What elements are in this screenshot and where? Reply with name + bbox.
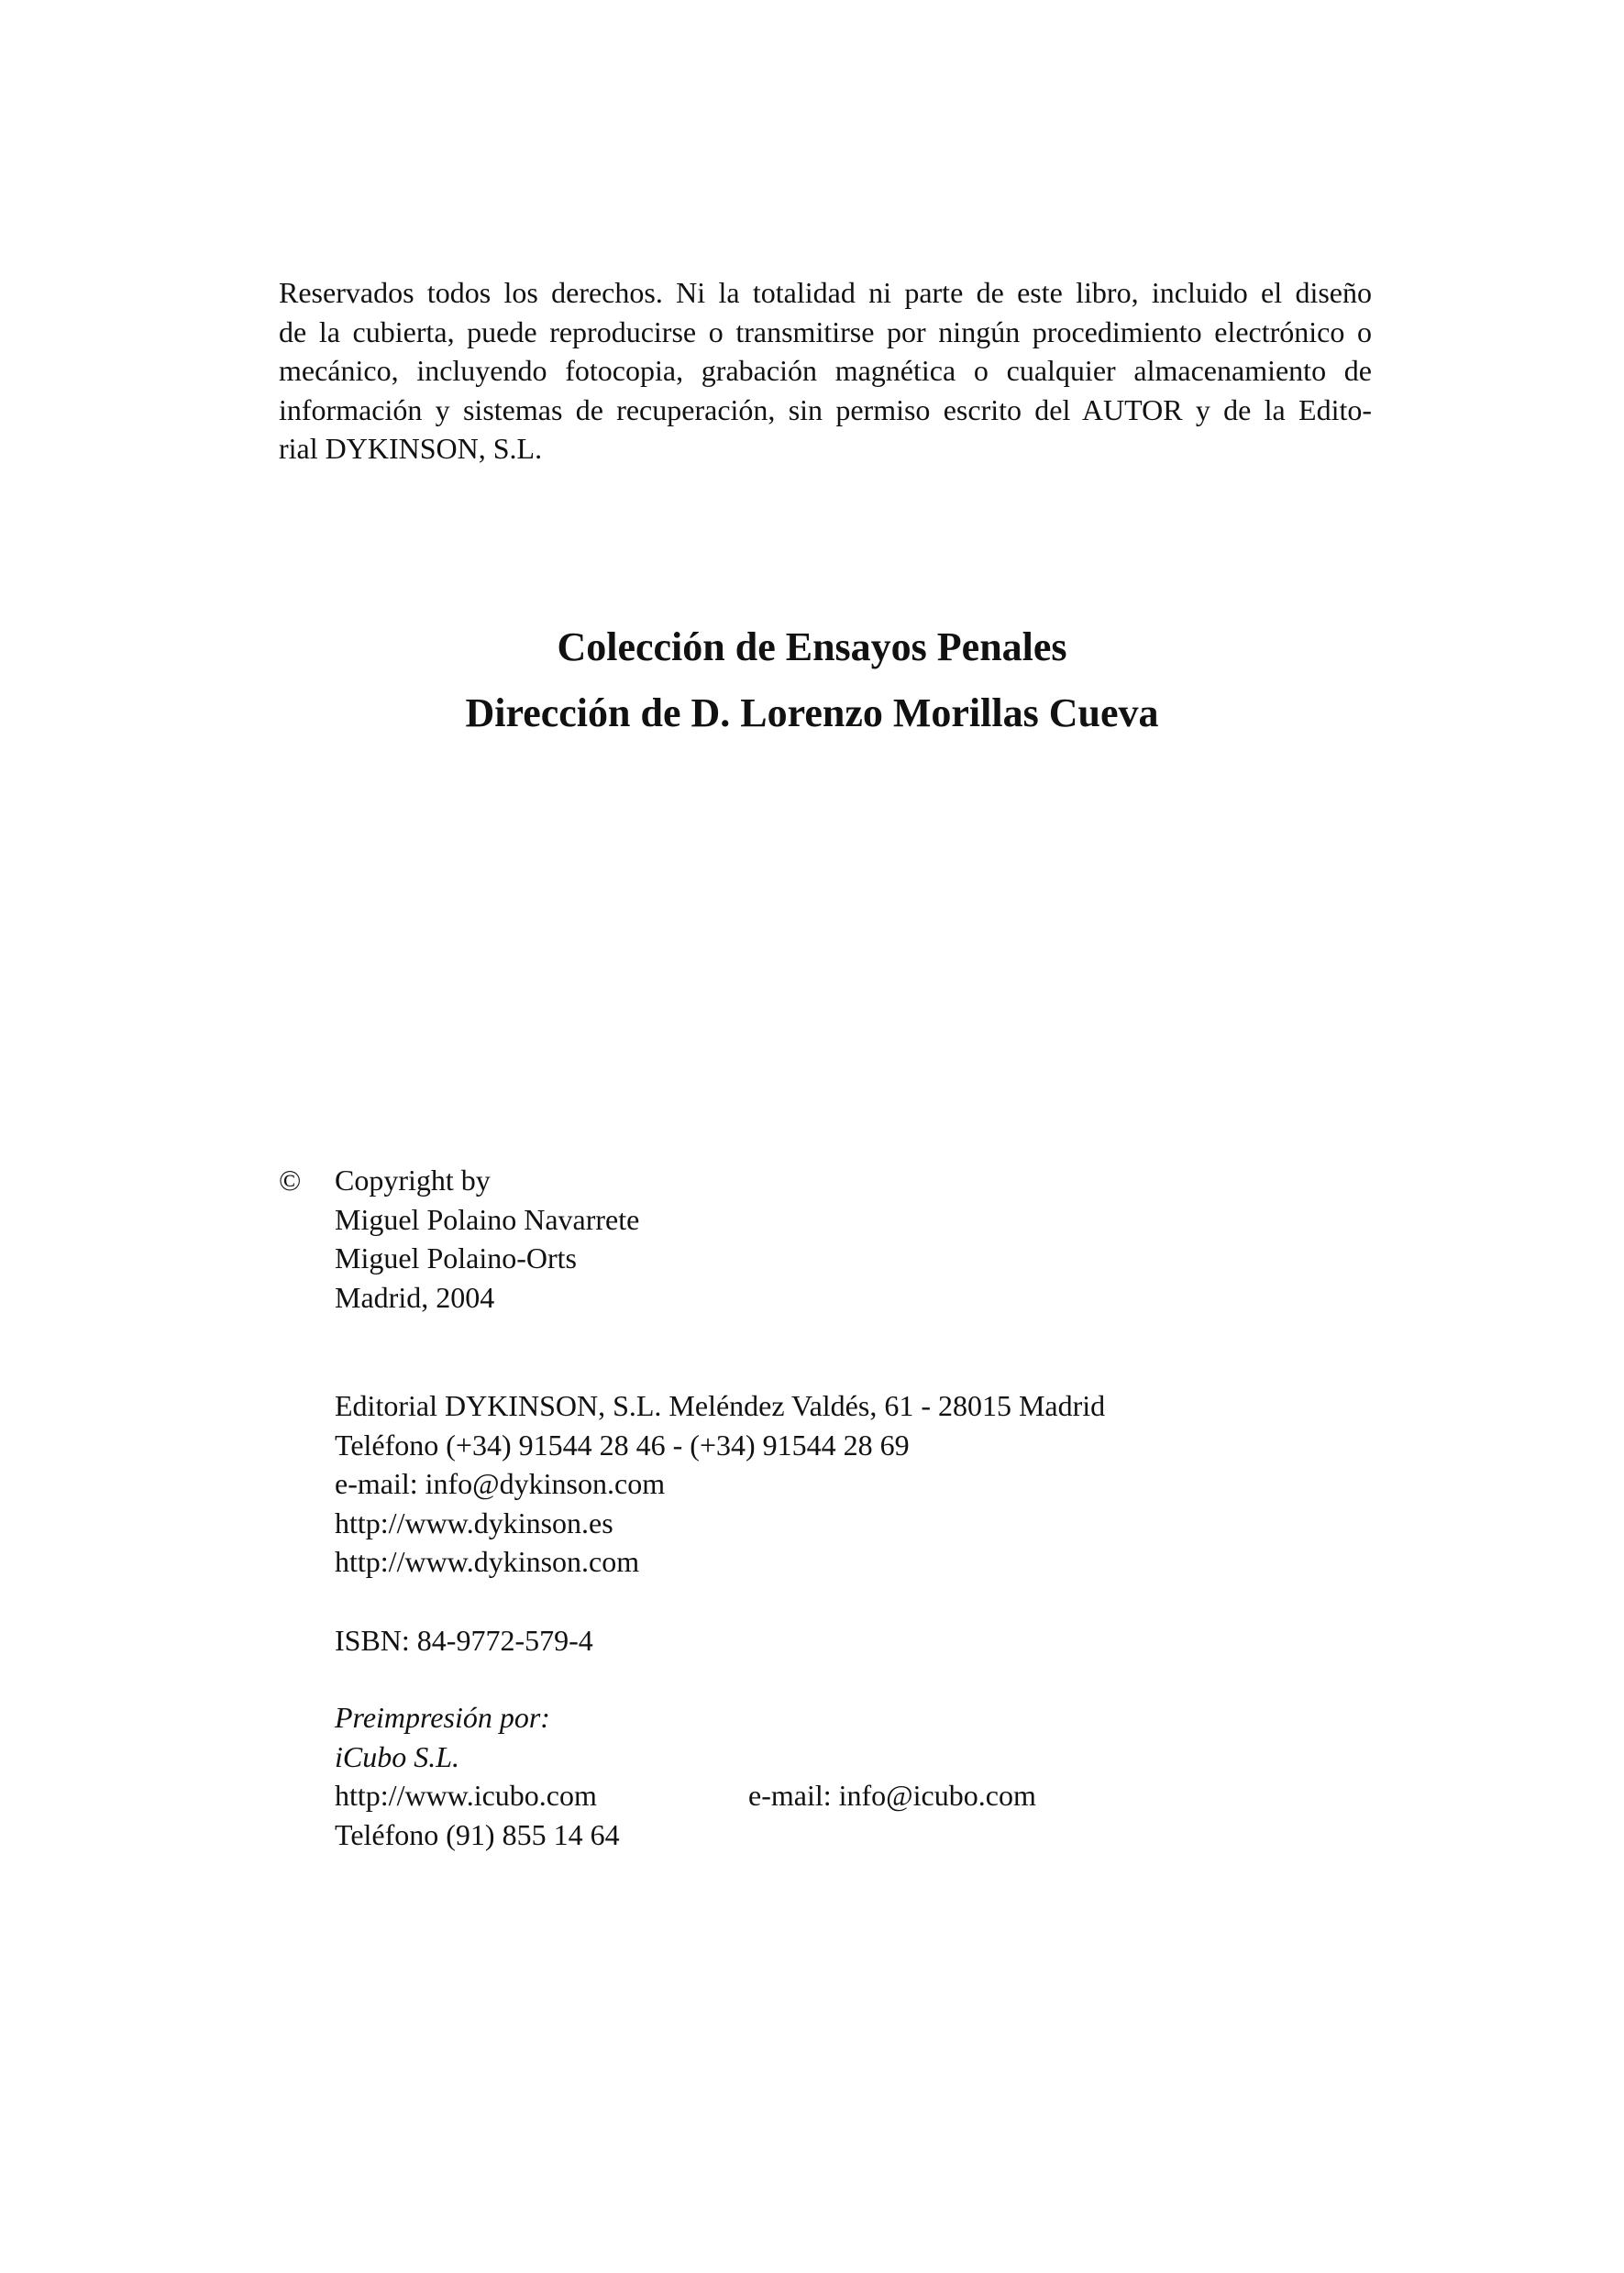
- isbn: ISBN: 84-9772-579-4: [335, 1624, 593, 1657]
- prepress-label: Preimpresión por:: [335, 1701, 550, 1734]
- prepress-company: iCubo S.L.: [335, 1739, 460, 1773]
- prepress-block: [335, 1698, 1036, 1854]
- collection-direction: Dirección de D. Lorenzo Morillas Cueva: [465, 690, 1159, 735]
- rights-line: rial DYKINSON, S.L.: [279, 432, 543, 466]
- prepress-contact-row: [335, 1776, 1036, 1815]
- prepress-phone: Teléfono (91) 855 14 64: [335, 1817, 620, 1851]
- collection-title: Colección de Ensayos Penales: [557, 624, 1067, 669]
- copyright-author: Miguel Polaino Navarrete: [335, 1202, 640, 1236]
- publisher-block: [335, 1386, 1105, 1582]
- copyright-label: Copyright by: [335, 1164, 491, 1197]
- publisher-web: http://www.dykinson.com: [335, 1545, 640, 1579]
- copyright-symbol: ©: [279, 1164, 302, 1197]
- publisher-address: Editorial DYKINSON, S.L. Meléndez Valdés, 61 - 28015 Madrid: [335, 1389, 1106, 1422]
- copyright-author: Miguel Polaino-Orts: [335, 1241, 577, 1275]
- publisher-phone: Teléfono (+34) 91544 28 46 - (+34) 91544 28 69: [335, 1428, 910, 1462]
- rights-notice: [279, 273, 1372, 469]
- publisher-email: e-mail: info@dykinson.com: [335, 1467, 666, 1501]
- rights-line: Reservados todos los derechos. Ni la totalidad ni parte de este libro, incluido el diseño: [279, 276, 1372, 309]
- copyright-block: [335, 1161, 639, 1317]
- rights-line: de la cubierta, puede reproducirse o transmitirse por ningún procedimiento electrónico o: [279, 314, 1372, 348]
- copyright-place-date: Madrid, 2004: [335, 1280, 495, 1314]
- rights-line: información y sistemas de recuperación, sin permiso escrito del AUTOR y de la Edito-: [279, 392, 1372, 426]
- rights-line: mecánico, incluyendo fotocopia, grabación magnética o cualquier almacenamiento de: [279, 354, 1372, 388]
- prepress-email: e-mail: info@icubo.com: [748, 1779, 1036, 1813]
- prepress-web: http://www.icubo.com: [335, 1779, 597, 1813]
- publisher-web: http://www.dykinson.es: [335, 1506, 613, 1539]
